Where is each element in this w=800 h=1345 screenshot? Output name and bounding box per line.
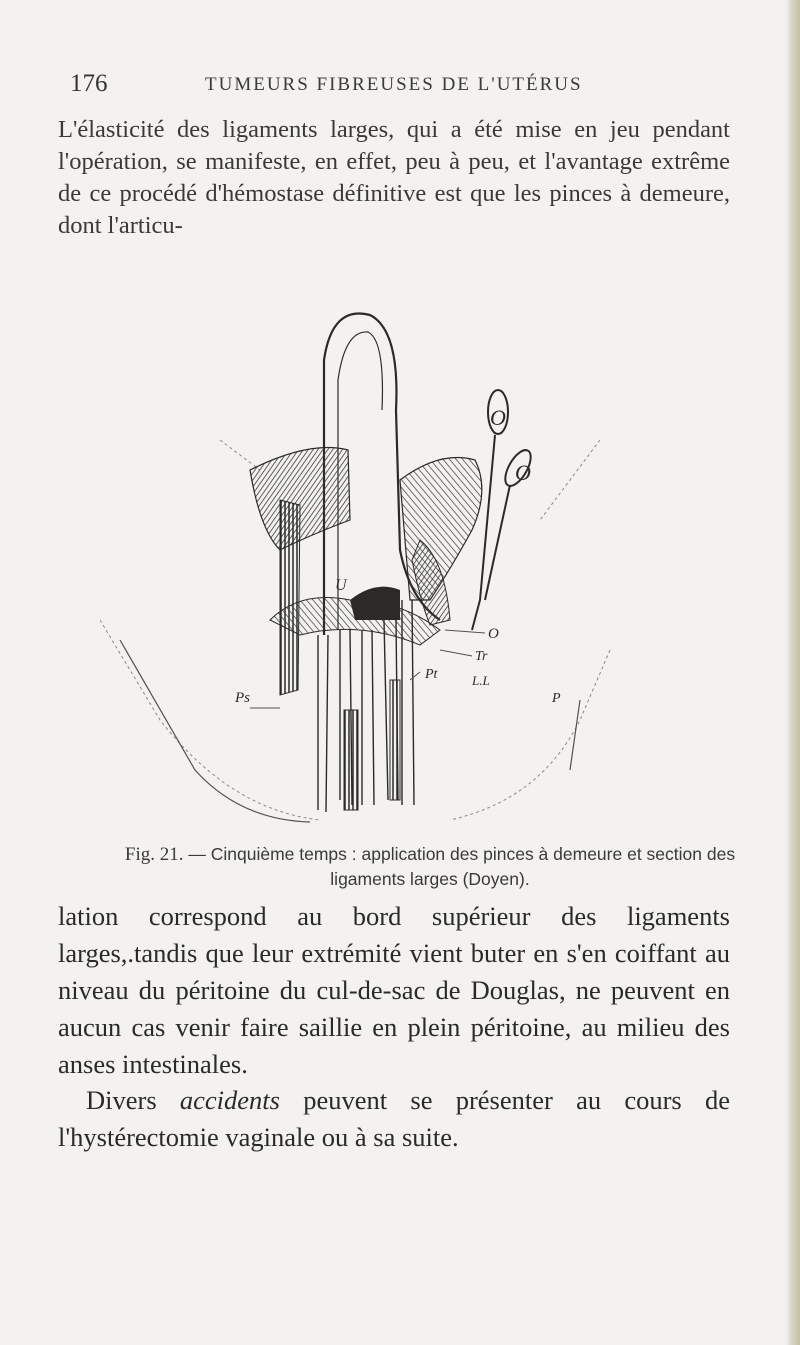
caption-text: — Cinquième temps : application des pinces à demeure et section des ligaments larges (Doyen). [183,844,736,889]
label-o-top: O [490,405,506,430]
paragraph-3 [58,1082,730,1156]
page-edge-shadow [786,0,800,1345]
paragraph-1: L'élasticité des ligaments larges, qui a été mise en jeu pendant l'opération, se manifeste, en effet, peu à peu, et l'avantage extrême de ce procédé d'hémostase définitive est que les pinces à demeure, dont l'articu- [58,116,730,239]
label-tr: Tr [475,649,488,664]
label-u: U [335,577,347,594]
label-p-right: P [552,691,561,706]
label-ps: Ps [235,690,250,706]
label-pt: Pt [425,667,438,682]
paragraph-3-before: Divers [86,1085,180,1115]
surgical-diagram [100,300,620,830]
label-o-right: O [515,460,531,485]
label-ll: L.L [472,673,490,688]
paragraph-3-after: peuvent se présenter au cours de l'hystérectomie vaginale ou à sa suite. [58,1085,730,1152]
paragraph-2: lation correspond au bord supérieur des ligaments larges,.tandis que leur extrémité vient buter en s'en coiffant au niveau du péritoine du cul-de-sac de Douglas, ne peuvent en aucun cas venir faire saillie en plein péritoine, au milieu des anses intestinales. [58,901,730,1079]
page-header [70,70,750,110]
page-number: 176 [70,70,108,97]
label-o-mid: O [488,626,499,642]
running-head: TUMEURS FIBREUSES DE L'UTÉRUS [205,74,583,95]
caption-label: Fig. 21. [124,844,184,865]
figure-caption [120,842,740,891]
figure-illustration [100,300,620,830]
clamp-jaws [344,680,400,810]
tissue-left-column [280,500,300,695]
dark-central-mass [350,587,400,620]
paragraph-3-emphasis: accidents [179,1085,280,1115]
